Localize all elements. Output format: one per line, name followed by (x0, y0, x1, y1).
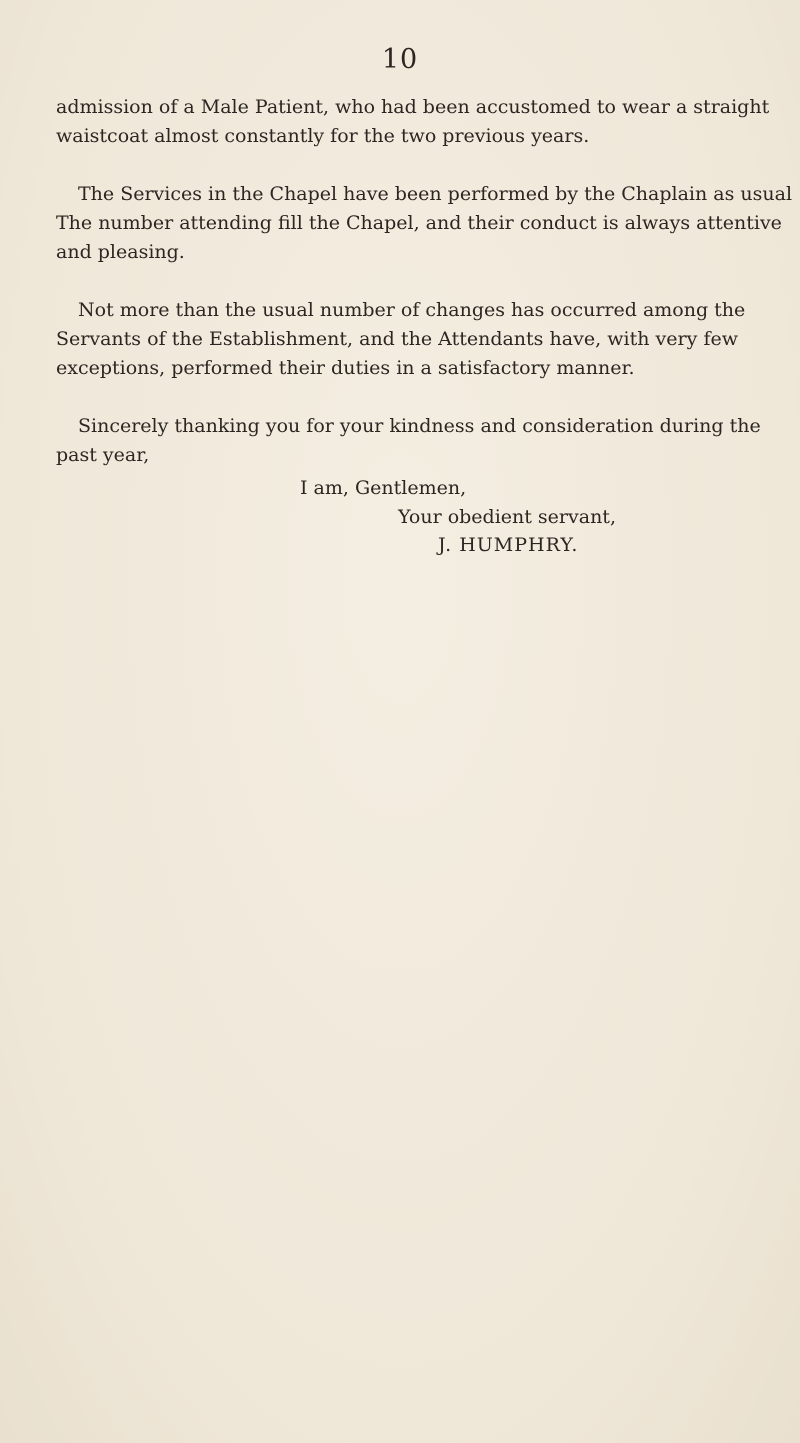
text-line: exceptions, performed their duties in a satisfactory manner. (56, 357, 635, 379)
text-line: and pleasing. (56, 241, 185, 263)
text-line: Servants of the Establishment, and the Attendants have, with very few (56, 328, 738, 350)
paragraph-thanks (56, 412, 761, 470)
text-line: admission of a Male Patient, who had been accustomed to wear a straight (56, 96, 770, 118)
paragraph-servants (56, 296, 746, 383)
text-line: waistcoat almost constantly for the two previous years. (56, 125, 590, 147)
text-line: The number attending fill the Chapel, and their conduct is always attentive (56, 212, 782, 234)
signature: J. HUMPHRY. (438, 534, 579, 556)
paragraph-straight-waistcoat (56, 93, 770, 151)
closing-salutation: I am, Gentlemen, (300, 477, 467, 499)
paragraph-chapel-services (56, 180, 793, 267)
closing-valediction: Your obedient servant, (398, 506, 616, 528)
text-line: Not more than the usual number of changes has occurred among the (78, 299, 746, 321)
text-line: past year, (56, 444, 150, 466)
text-line: Sincerely thanking you for your kindness and consideration during the (78, 415, 761, 437)
page-number: 10 (381, 44, 419, 75)
text-line: The Services in the Chapel have been performed by the Chaplain as usual (78, 183, 793, 205)
